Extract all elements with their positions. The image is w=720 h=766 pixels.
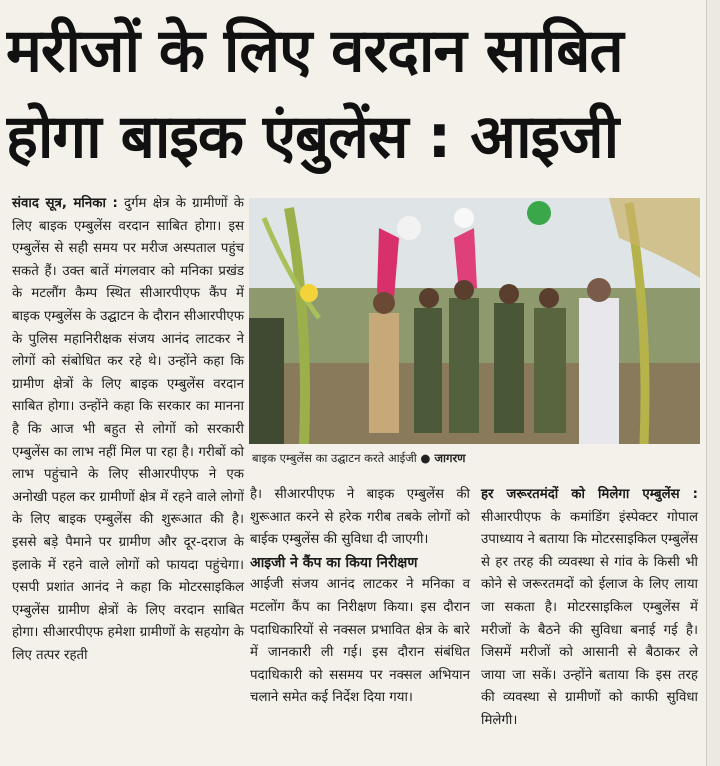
column-3-paragraph-1: सीआरपीएफ के कमांडिंग इंस्पेक्टर गोपाल उपाध्याय ने बताया कि मोटरसाइकिल एम्बुलेंस से हर तरह की व्यवस्था से गांव के किसी भी कोने से जरूरतमदों को ईलाज के लिए लाया जा सकता है। मोटरसाइकिल एम्बुलेंस में मरीजों के बैठने की सुविधा बनाई गई है। जिसमें मरीजों को आसानी से बैठाकर ले जाया जा सकें। उन्होंने बताया कि इस तरह की व्यवस्था से ग्रामीणों को काफी सुविधा मिलेगी।	[481, 509, 698, 728]
column-3-subheading: हर जरूरतमंदों को मिलेगा एम्बुलेंस :	[481, 487, 698, 502]
headline	[6, 8, 706, 180]
article-column-3	[481, 484, 698, 733]
headline-line-1: मरीजों के लिए वरदान साबित	[6, 16, 623, 86]
adjacent-column-edge	[706, 0, 720, 766]
headline-line-2: होगा बाइक एंबुलेंस : आइजी	[6, 102, 619, 172]
event-photo	[249, 198, 700, 444]
column-2-paragraph-1: है। सीआरपीएफ ने बाइक एम्बुलेंस की शुरूआत करने से हरेक गरीब तबके लोगों को बाईक एम्बुलेंस की सुविधा दी जाएगी।	[250, 487, 470, 548]
caption-text: बाइक एम्बुलेंस का उद्घाटन करते आईजी	[252, 451, 417, 465]
column-2-subheading: आइजी ने कैंप का किया निरीक्षण	[250, 554, 418, 571]
article-column-1	[12, 193, 244, 667]
photo-illustration	[249, 198, 700, 444]
column-1-text: दुर्गम क्षेत्र के ग्रामीणों के लिए बाइक एम्बुलेंस वरदान साबित होगा। इस एम्बुलेंस से सही समय पर मरीज अस्पताल पहुंच सकते हैं। उक्त बातें मंगलवार को मनिका प्रखंड के मटलौंग कैम्प स्थित सीआरपीएफ कैंप में बाइक एम्बुलेंस के उद्घाटन के दौरान सीआरपीएफ के पुलिस महानिरीक्षक संजय आनंद लाटकर ने लोगों को संबोधित कर रहे थे। उन्होंने कहा कि ग्रामीण क्षेत्रों के लिए बाइक एम्बुलेंस वरदान साबित होगा। उन्होंने कहा कि सरकार का मानना है कि आज भी बहुत से लोगों को सरकारी एम्बुलेंस का लाभ नहीं मिल पा रहा है। गरीबों को लाभ पहुंचाने के लिए सीआरपीएफ ने एक अनोखी पहल कर ग्रामीणों क्षेत्र में रहने वाले लोगों के लिए बाइक एम्बुलेंस की शुरूआत की है। इससे बड़े पैमाने पर ग्रामीण और दूर-दराज के इलाके में रहने वाले लोगों को फायदा पहुंचेगा। एसपी प्रशांत आनंद ने कहा कि मोटरसाइकिल एम्बुलेंस ग्रामीण क्षेत्रों के लिए वरदान साबित होगा। सीआरपीएफ हमेशा ग्रामीणों के सहयोग के लिए तत्पर रहती	[12, 196, 244, 663]
article-column-2	[250, 484, 470, 710]
photo-caption	[252, 451, 692, 466]
dateline: संवाद सूत्र, मनिका :	[12, 196, 118, 211]
caption-source: ● जागरण	[420, 451, 466, 465]
column-2-paragraph-2: आईजी संजय आनंद लाटकर ने मनिका व मटलोंग कैंप का निरीक्षण किया। इस दौरान पदाधिकारियों से नक्सल प्रभावित क्षेत्र के बारे में जानकारी ली गई। इस दौरान संबंधित पदाधिकारी को ससमय पर नक्सल अभियान चलाने समेत कई निर्देश दिया गया।	[250, 577, 470, 706]
